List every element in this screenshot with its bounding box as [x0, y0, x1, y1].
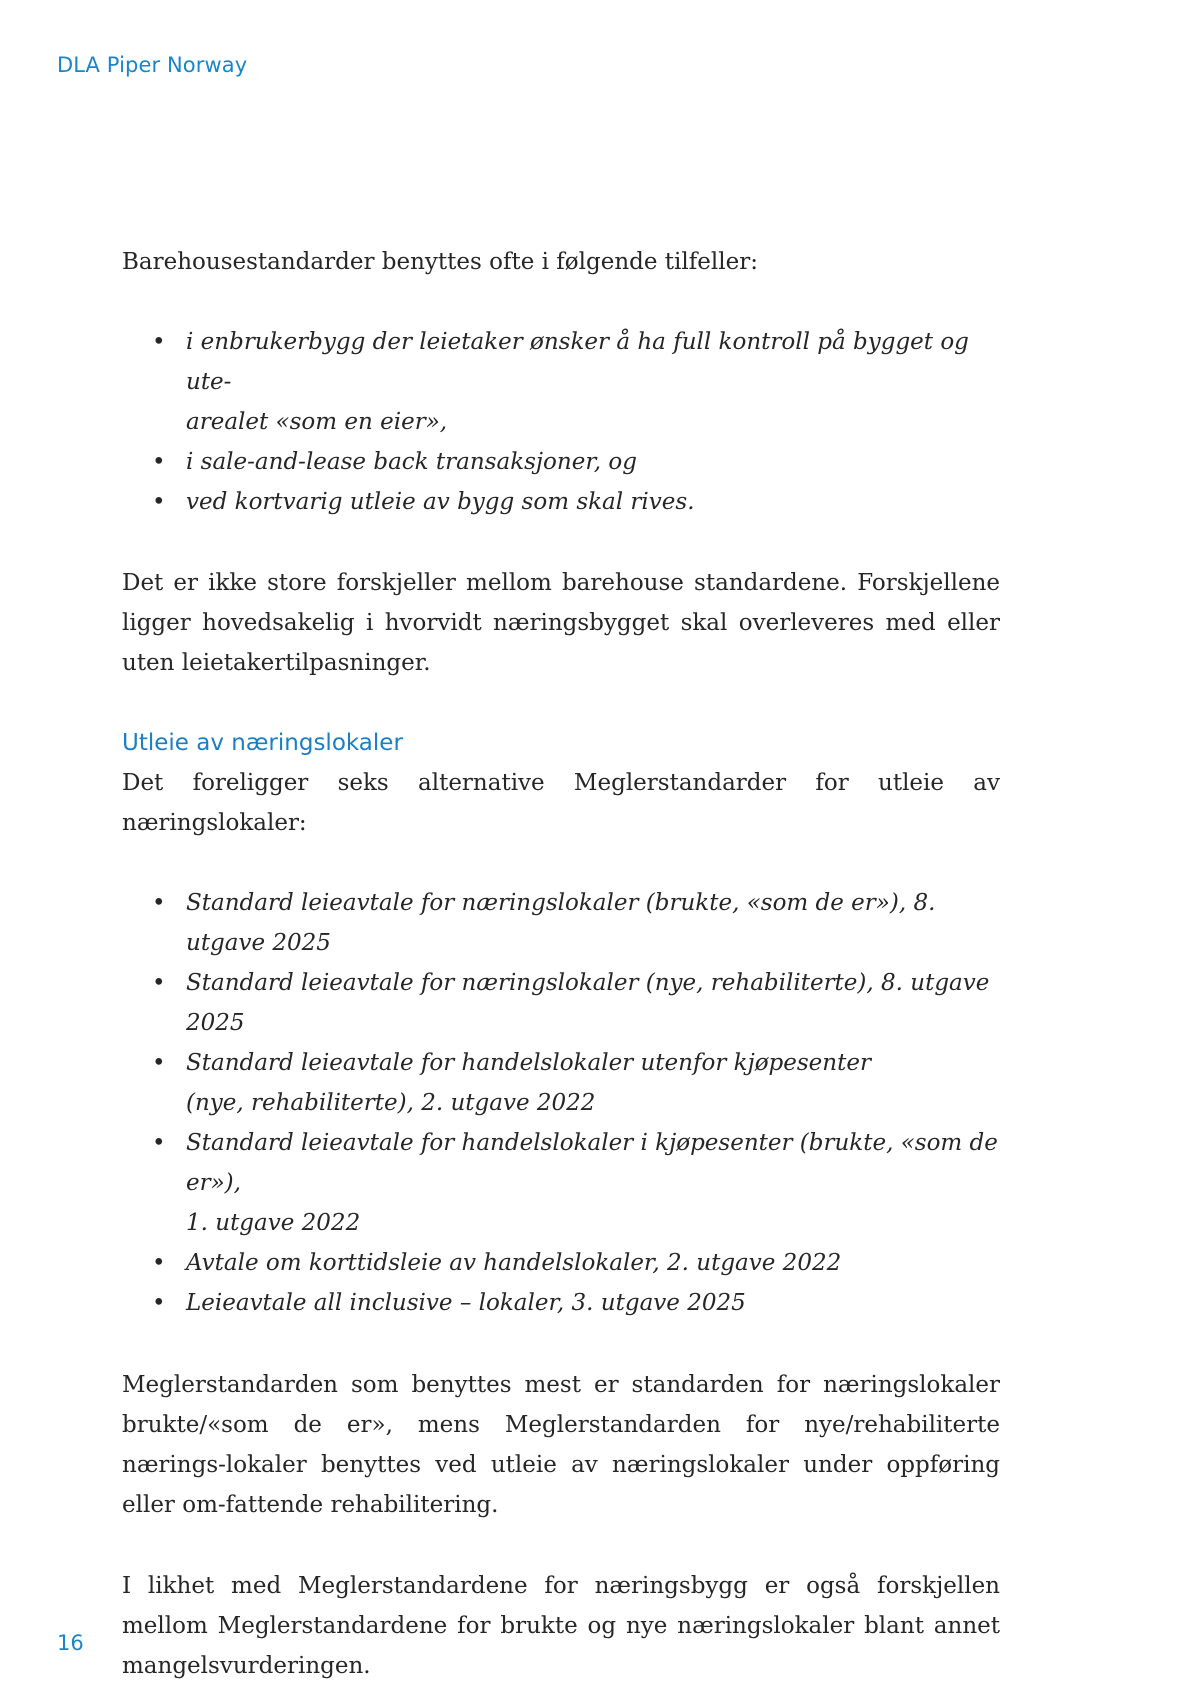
bullet-icon: • [152, 890, 166, 916]
list-item: • Leieavtale all inclusive – lokaler, 3. utgave 2025 [122, 1283, 1000, 1323]
bullet-icon: • [152, 449, 166, 475]
page-body [122, 242, 1000, 1686]
intro-lead: Barehousestandarder benyttes ofte i følgende tilfeller: [122, 249, 758, 275]
section-heading: Utleie av næringslokaler [122, 730, 403, 756]
bullet-icon: • [152, 1050, 166, 1076]
bullet-icon: • [152, 1290, 166, 1316]
section-lead: Det foreligger seks alternative Meglerstandarder for utleie av næringslokaler: [122, 770, 1000, 836]
bullet-icon: • [152, 489, 166, 515]
list-item: • i sale-and-lease back transaksjoner, og [122, 442, 1000, 482]
paragraph-most-used-standard: Meglerstandarden som benyttes mest er standarden for næringslokaler brukte/«som de er», mens Meglerstandarden for nye/rehabiliterte nærings-lokaler benyttes ved utleie av næringslokaler under oppføring eller om-fattende rehabilitering. [122, 1372, 1000, 1518]
list-item: • Standard leieavtale for næringslokaler (nye, rehabiliterte), 8. utgave 2025 [122, 963, 1000, 1043]
barehouse-use-list [122, 322, 1000, 522]
bullet-icon: • [152, 1130, 166, 1156]
list-item: • Standard leieavtale for handelslokaler utenfor kjøpesenter (nye, rehabiliterte), 2. utgave 2022 [122, 1043, 1000, 1123]
list-item: • Standard leieavtale for næringslokaler (brukte, «som de er»), 8. utgave 2025 [122, 883, 1000, 963]
paragraph-barehouse-differences: Det er ikke store forskjeller mellom barehouse standardene. Forskjellene ligger hovedsakelig i hvorvidt næringsbygget skal overleveres med eller uten leietakertilpasninger. [122, 570, 1000, 676]
list-item: • Avtale om korttidsleie av handelslokaler, 2. utgave 2022 [122, 1243, 1000, 1283]
list-item: • i enbrukerbygg der leietaker ønsker å ha full kontroll på bygget og ute- arealet «som en eier», [122, 322, 1000, 442]
standards-list [122, 883, 1000, 1323]
page-number: 16 [57, 1631, 84, 1655]
bullet-icon: • [152, 970, 166, 996]
bullet-icon: • [152, 329, 166, 355]
running-header: DLA Piper Norway [57, 53, 248, 77]
paragraph-defect-assessment: I likhet med Meglerstandardene for næringsbygg er også forskjellen mellom Meglerstandardene for brukte og nye næringslokaler blant annet mangelsvurderingen. [122, 1573, 1000, 1679]
bullet-icon: • [152, 1250, 166, 1276]
list-item: • Standard leieavtale for handelslokaler i kjøpesenter (brukte, «som de er»), 1. utgave 2022 [122, 1123, 1000, 1243]
list-item: • ved kortvarig utleie av bygg som skal rives. [122, 482, 1000, 522]
